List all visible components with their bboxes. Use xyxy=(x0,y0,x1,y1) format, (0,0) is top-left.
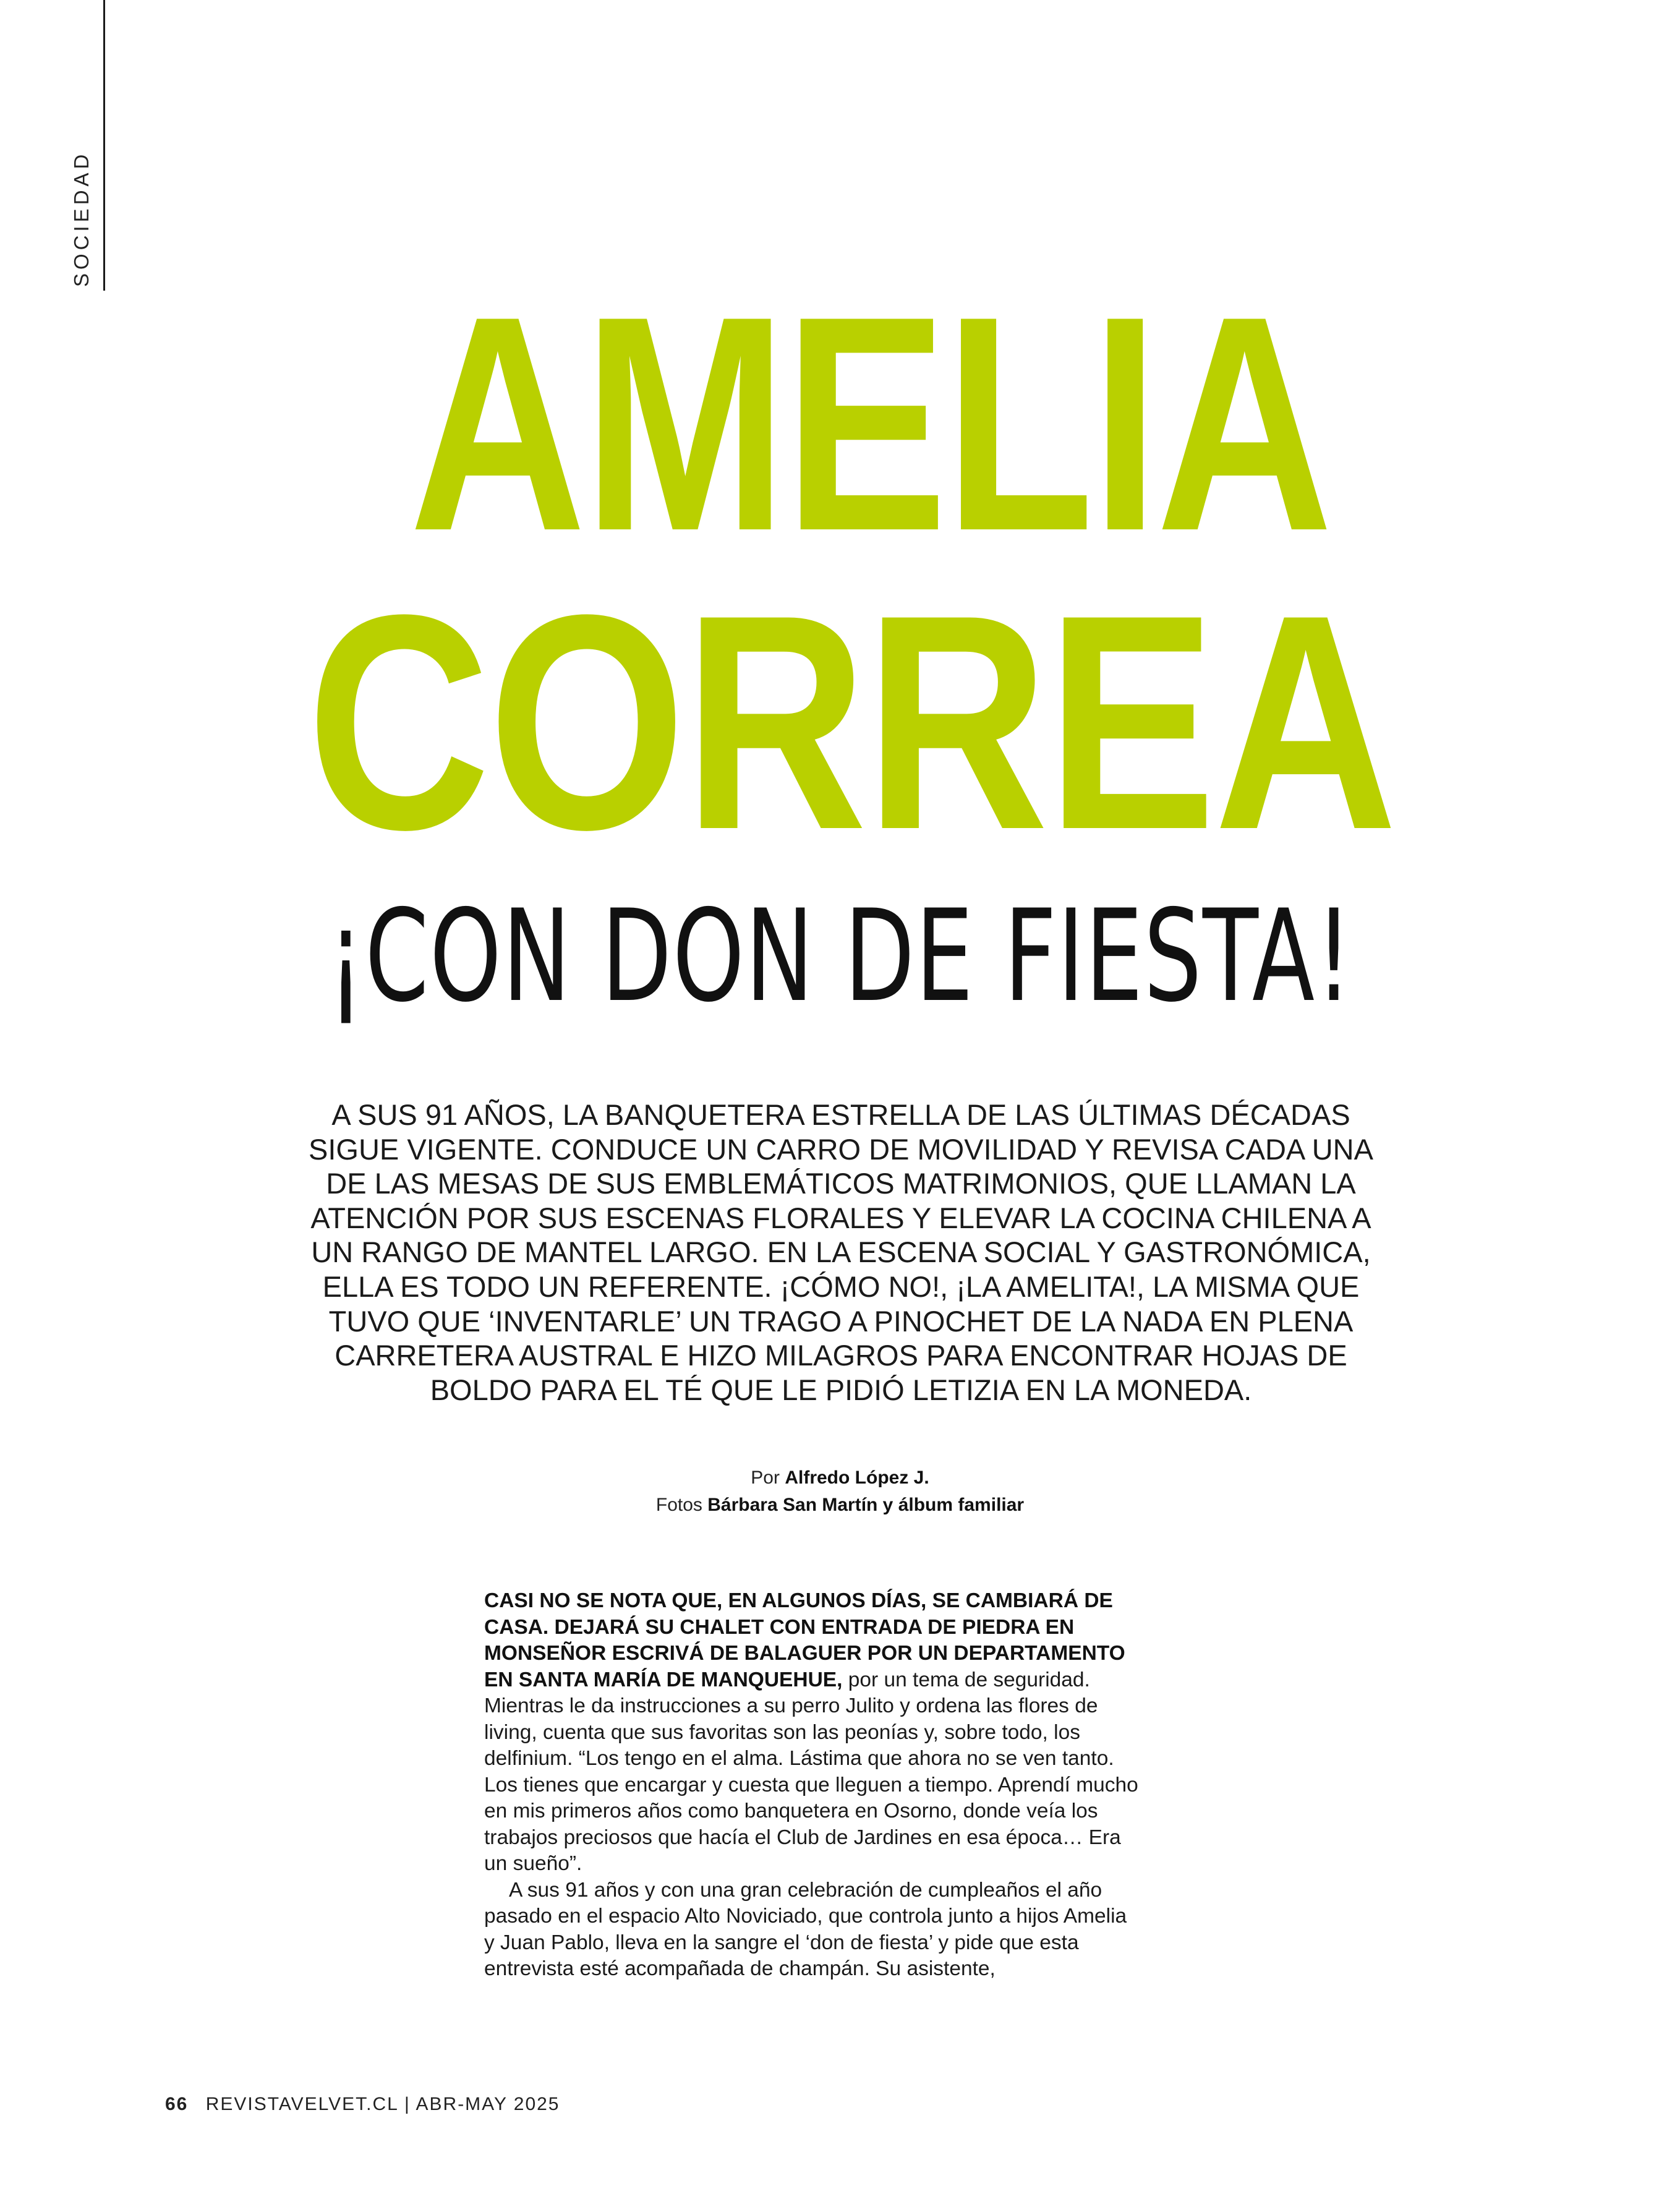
section-label: SOCIEDAD xyxy=(70,150,93,287)
paragraph-1-text: por un tema de seguridad. Mientras le da instrucciones a su perro Julito y ordena las flores de living, cuenta que sus favoritas son las peonías y, sobre todo, los delfinium. “Los tengo en el alma. Lástima que ahora no se ven tanto. Los tienes que encargar y cuesta que lleguen a tiempo. Aprendí mucho en mis primeros años como banquetera en Osorno, donde veía los trabajos preciosos que hacía el Club de Jardines en esa época… Era un sueño”. xyxy=(484,1668,1138,1875)
section-rule xyxy=(103,0,105,291)
subheadline: ¡CON DON DE FIESTA! xyxy=(327,883,1354,1030)
lede-paragraph: A SUS 91 AÑOS, LA BANQUETERA ESTRELLA DE LAS ÚLTIMAS DÉCADAS SIGUE VIGENTE. CONDUCE UN CARRO DE MOVILIDAD Y REVISA CADA UNA DE LAS MESAS DE SUS EMBLEMÁTICOS MATRIMONIOS, QUE LLAMAN LA ATENCIÓN POR SUS ESCENAS FLORALES Y ELEVAR LA COCINA CHILENA A UN RANGO DE MANTEL LARGO. EN LA ESCENA SOCIAL Y GASTRONÓMICA, ELLA ES TODO UN REFERENTE. ¡CÓMO NO!, ¡LA AMELITA!, LA MISMA QUE TUVO QUE ‘INVENTARLE’ UN TRAGO A PINOCHET DE LA NADA EN PLENA CARRETERA AUSTRAL E HIZO MILAGROS PARA ENCONTRAR HOJAS DE BOLDO PARA EL TÉ QUE LE PIDIÓ LETIZIA EN LA MONEDA. xyxy=(309,1098,1373,1406)
photographer-name: Bárbara San Martín y álbum familiar xyxy=(707,1495,1025,1515)
author-name: Alfredo López J. xyxy=(785,1467,929,1488)
publication-info: REVISTAVELVET.CL | ABR-MAY 2025 xyxy=(205,2094,560,2114)
author-label: Por xyxy=(751,1467,780,1488)
photos-label: Fotos xyxy=(655,1495,702,1515)
headline-last-name: CORREA xyxy=(307,551,1396,893)
headline-first-name: AMELIA xyxy=(409,252,1331,594)
body-paragraph-2: A sus 91 años y con una gran celebración de cumpleaños el año pasado en el espacio Alto Noviciado, que controla junto a hijos Amelia y Juan Pablo, lleva en la sangre el ‘don de fiesta’ y pide que esta entrevista esté acompañada de champán. Su asistente, xyxy=(484,1878,1127,1980)
article-body xyxy=(484,1588,1143,1983)
page-footer xyxy=(165,2094,560,2115)
photo-credit xyxy=(0,1492,1680,1519)
lead-in: CASI NO SE NOTA QUE, EN ALGUNOS DÍAS, SE CAMBIARÁ DE CASA. DEJARÁ SU CHALET CON ENTRADA DE PIEDRA EN MONSEÑOR ESCRIVÁ DE BALAGUER POR UN DEPARTAMENTO EN SANTA MARÍA DE MANQUEHUE, xyxy=(484,1589,1125,1691)
page-number: 66 xyxy=(165,2094,189,2114)
body-paragraph-1 xyxy=(484,1588,1143,1877)
byline xyxy=(0,1464,1680,1519)
author-credit xyxy=(0,1464,1680,1492)
